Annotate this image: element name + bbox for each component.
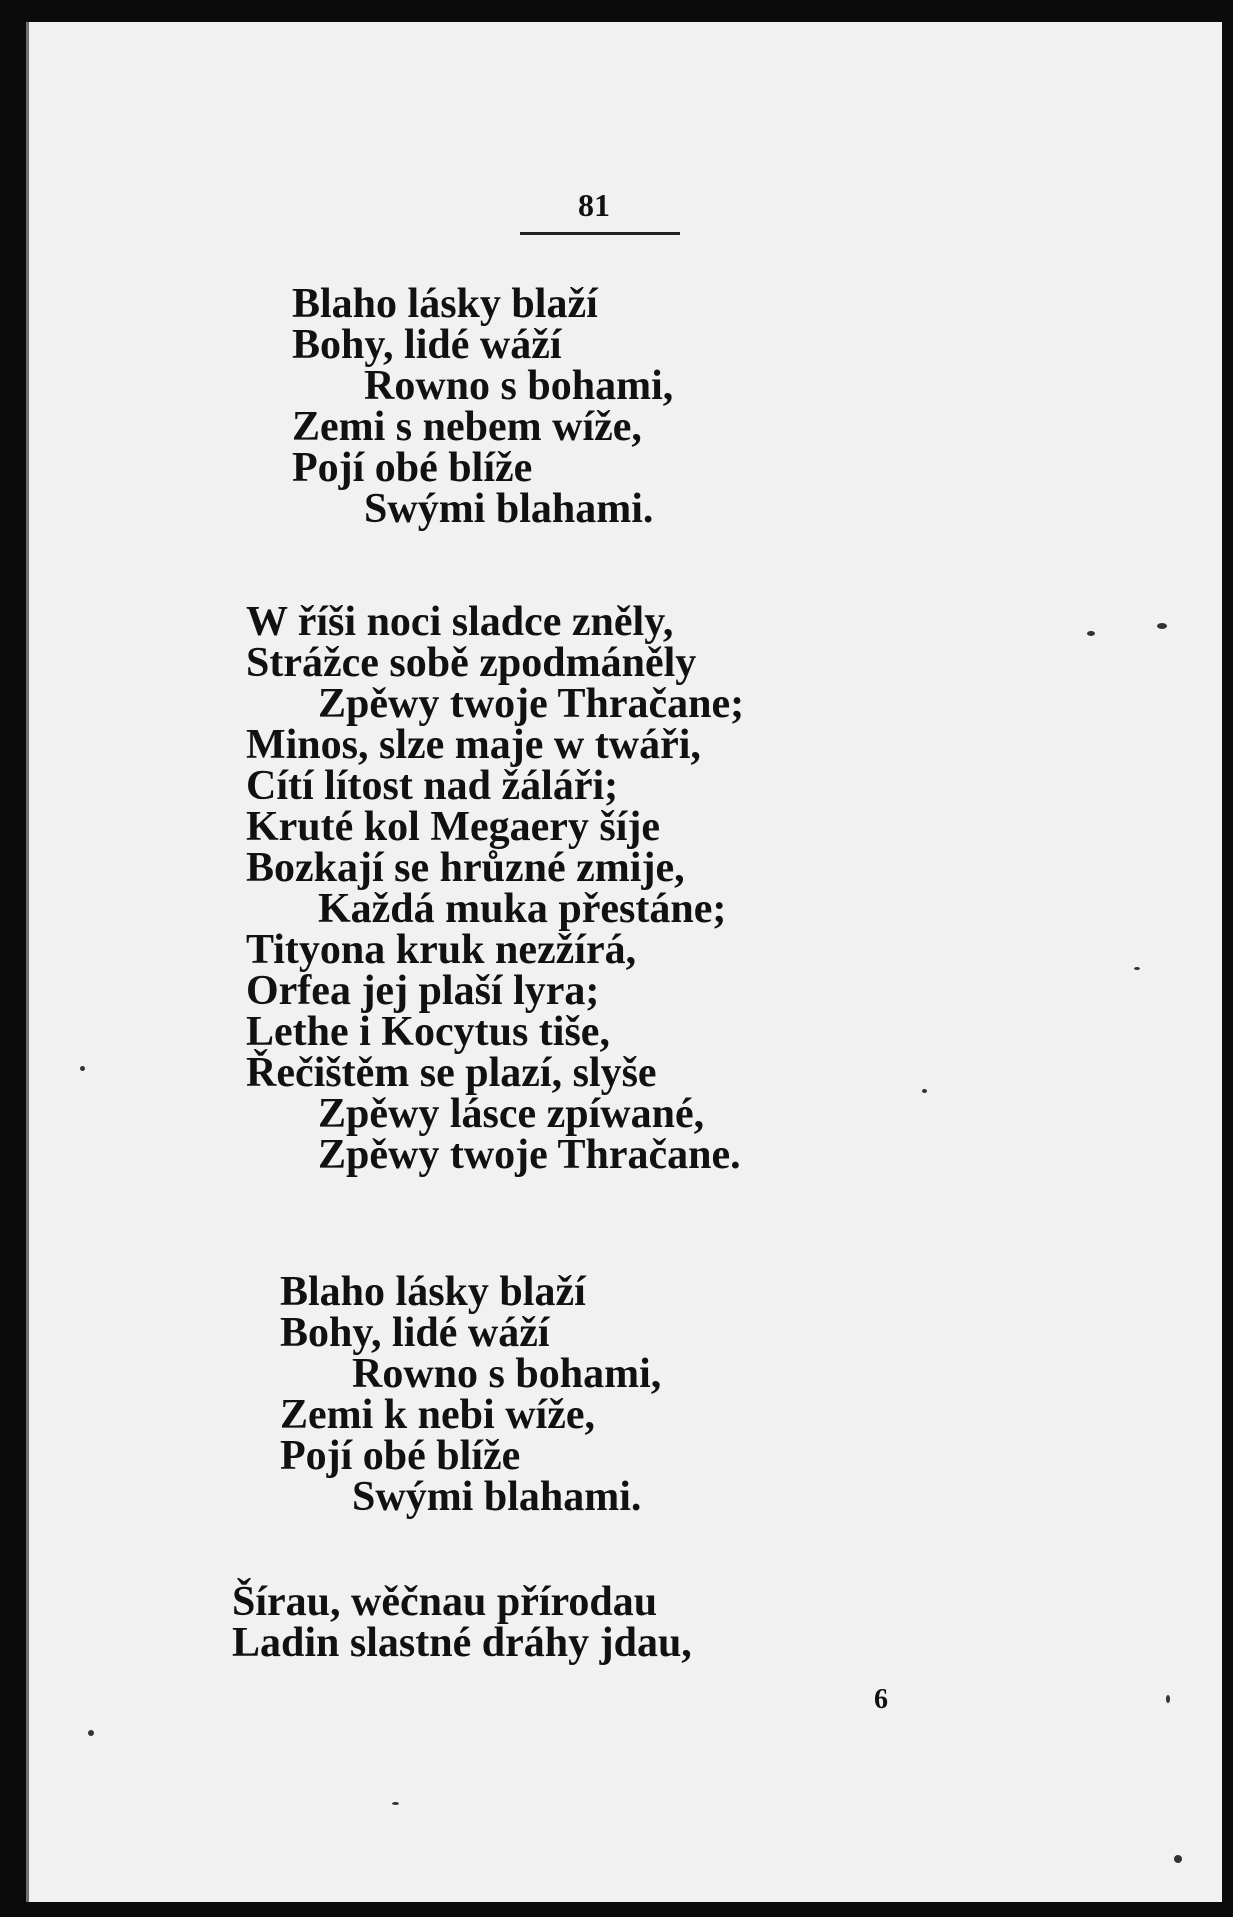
stanza	[232, 1579, 692, 1666]
paper-speck	[1157, 623, 1167, 629]
verse-line: Strážce sobě zpodmáněly	[246, 640, 697, 686]
verse-line: Rowno s bohami,	[352, 1351, 662, 1397]
verse-line: Zemi k nebi wíže,	[280, 1392, 595, 1438]
verse-line: Každá muka přestáne;	[318, 886, 727, 932]
verse-line: Tityona kruk nezžírá,	[246, 927, 637, 973]
verse-line: Zpěwy twoje Thračane;	[318, 681, 745, 727]
verse-line: W říši noci sladce zněly,	[246, 599, 674, 645]
paper-speck	[1174, 1855, 1182, 1863]
verse-line: Zemi s nebem wíže,	[292, 404, 642, 450]
verse-line: Blaho lásky blaží	[292, 281, 598, 327]
book-page	[26, 22, 1222, 1902]
stanza	[292, 281, 674, 532]
signature-mark: 6	[874, 1684, 888, 1715]
paper-speck	[392, 1802, 399, 1805]
paper-speck	[1134, 967, 1140, 970]
paper-speck	[1087, 631, 1095, 636]
paper-speck	[80, 1066, 85, 1071]
paper-speck	[922, 1089, 927, 1093]
verse-line: Swými blahami.	[352, 1474, 642, 1520]
verse-line: Zpěwy twoje Thračane.	[318, 1132, 741, 1178]
verse-line: Bohy, lidé wáží	[292, 322, 562, 368]
page-edge-line	[26, 22, 29, 1902]
verse-line: Swými blahami.	[364, 486, 654, 532]
verse-line: Řečištěm se plazí, slyše	[246, 1050, 657, 1096]
page-number: 81	[578, 187, 610, 223]
verse-line: Zpěwy lásce zpíwané,	[318, 1091, 705, 1137]
verse-line: Bozkají se hrůzné zmije,	[246, 845, 685, 891]
header-rule	[520, 232, 680, 235]
stanza	[246, 599, 745, 1178]
verse-line: Pojí obé blíže	[280, 1433, 521, 1479]
verse-line: Bohy, lidé wáží	[280, 1310, 550, 1356]
verse-line: Ladin slastné dráhy jdau,	[232, 1620, 692, 1666]
verse-line: Orfea jej plaší lyra;	[246, 968, 600, 1014]
verse-line: Pojí obé blíže	[292, 445, 533, 491]
verse-line: Kruté kol Megaery šíje	[246, 804, 661, 850]
stanza	[280, 1269, 662, 1520]
verse-line: Blaho lásky blaží	[280, 1269, 586, 1315]
verse-line: Minos, slze maje w twáři,	[246, 722, 701, 768]
paper-speck	[1166, 1695, 1170, 1703]
verse-line: Šírau, wěčnau přírodau	[232, 1579, 658, 1625]
verse-line: Cítí lítost nad žáláři;	[246, 763, 619, 809]
paper-speck	[88, 1730, 94, 1736]
verse-line: Lethe i Kocytus tiše,	[246, 1009, 610, 1055]
verse-line: Rowno s bohami,	[364, 363, 674, 409]
